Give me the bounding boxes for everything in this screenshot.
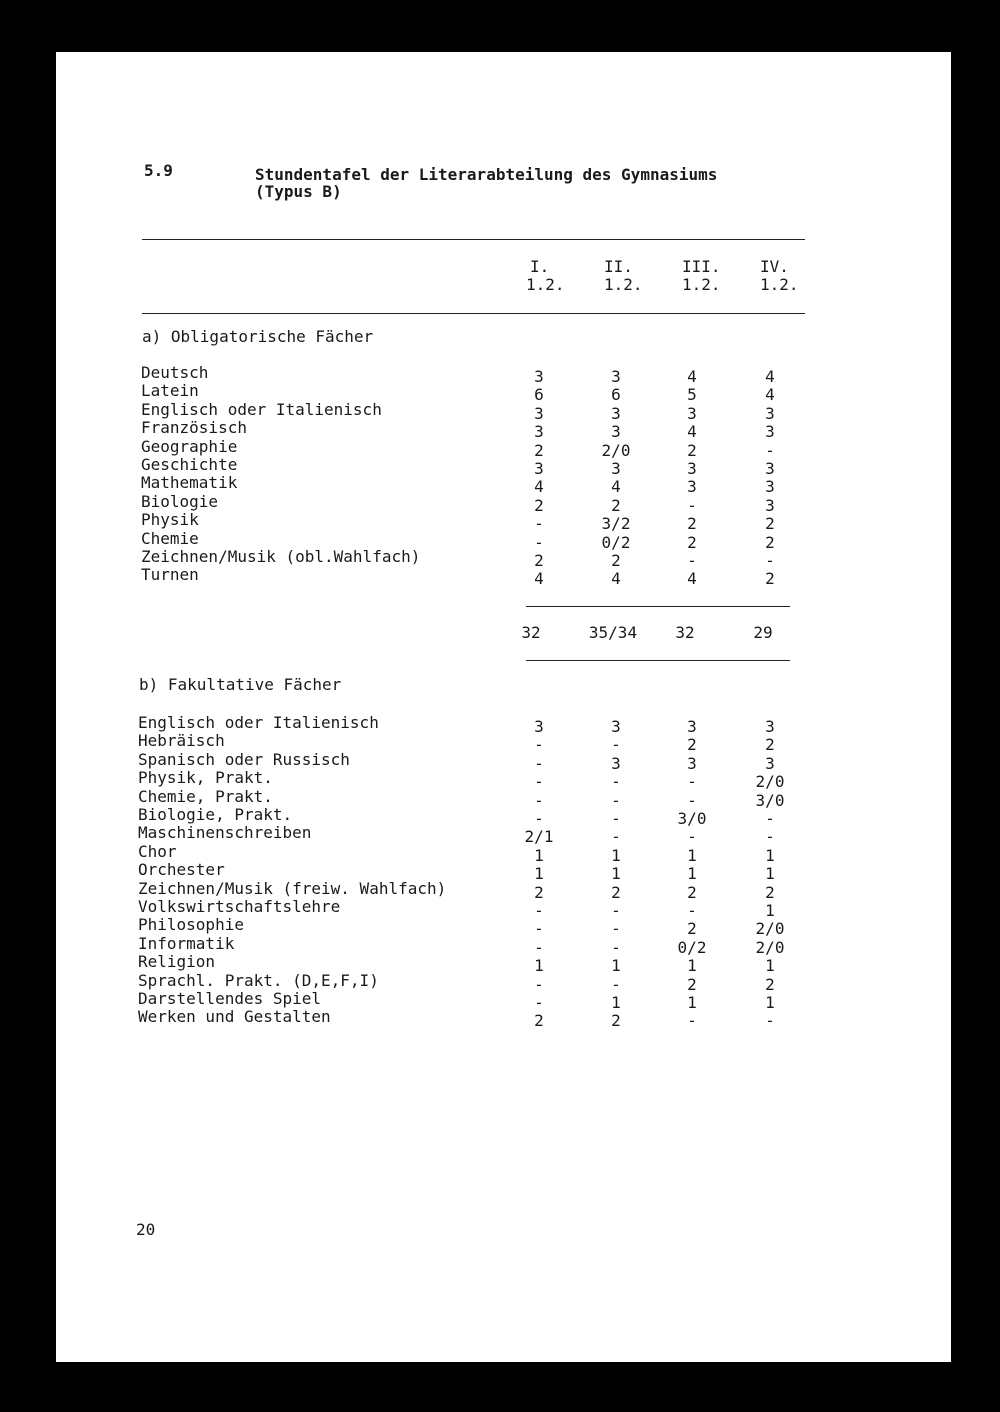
page-number: 20 (136, 1220, 156, 1239)
section-b-value-col3: 2 (687, 974, 697, 994)
section-b-subject: Zeichnen/Musik (freiw. Wahlfach) (138, 878, 447, 898)
section-a-value-col2: 3 (611, 403, 621, 423)
section-a-value-col1: 3 (534, 367, 544, 386)
section-b-subject: Maschinenschreiben (138, 823, 312, 843)
section-b-value-col4: 2/0 (755, 772, 785, 792)
section-b-subject: Religion (138, 952, 216, 972)
section-a-value-col4: - (765, 440, 775, 460)
section-a-value-col4: 3 (765, 403, 775, 423)
section-a-value-col4: 2 (765, 569, 775, 589)
section-b-value-col2: - (611, 735, 621, 755)
section-a-value-col1: 4 (534, 477, 544, 497)
section-a-value-col4: 3 (765, 422, 775, 442)
section-a-value-col3: 4 (687, 367, 697, 386)
totals-rule-top (526, 606, 790, 607)
section-b-value-col1: 2 (534, 1011, 544, 1031)
section-b-value-col4: 1 (765, 901, 775, 920)
section-a-value-col1: 4 (534, 569, 544, 589)
total-col1: 32 (521, 623, 541, 642)
column-header-3-line2: 1.2. (682, 275, 721, 294)
section-b-subject: Sprachl. Prakt. (D,E,F,I) (138, 970, 379, 990)
section-b-subject: Werken und Gestalten (138, 1007, 331, 1027)
section-a-value-col1: 2 (534, 440, 544, 460)
section-b-value-col1: - (534, 901, 544, 920)
section-a-value-col4: 4 (765, 385, 775, 405)
section-a-value-col2: 2 (611, 551, 621, 570)
section-b-value-col4: 1 (765, 864, 775, 884)
section-a-subject: Französisch (141, 418, 247, 438)
section-b-value-col3: 1 (687, 993, 697, 1012)
column-header-2-line1: II. (604, 257, 633, 276)
section-b-value-col2: - (611, 809, 621, 828)
section-b-value-col1: - (534, 919, 544, 939)
section-b-subject: Volkswirtschaftslehre (138, 897, 341, 916)
section-a-subject: Englisch oder Italienisch (141, 399, 382, 419)
section-b-value-col1: - (534, 937, 544, 957)
column-header-2-line2: 1.2. (604, 275, 643, 294)
section-a-value-col3: - (687, 495, 697, 515)
section-b-subject: Hebräisch (138, 731, 225, 751)
section-a-value-col4: 2 (765, 532, 775, 552)
section-b-value-col2: - (611, 772, 621, 792)
section-a-subject: Deutsch (141, 363, 209, 382)
section-a-value-col1: 3 (534, 422, 544, 442)
section-b-value-col1: - (534, 974, 544, 994)
section-b-value-col1: 3 (534, 717, 544, 736)
section-b-value-col2: - (611, 901, 621, 920)
section-b-value-col2: 1 (611, 993, 621, 1012)
section-a-subject: Chemie (141, 528, 199, 548)
section-b-heading: b) Fakultative Fächer (139, 675, 342, 694)
section-b-value-col2: - (611, 919, 621, 939)
section-b-value-col2: - (611, 827, 621, 847)
total-col2: 35/34 (588, 623, 638, 642)
section-b-value-col3: - (687, 1011, 697, 1031)
section-a-value-col3: 4 (687, 569, 697, 589)
section-b-value-col3: 2 (687, 882, 697, 902)
section-a-value-col2: 3 (611, 367, 621, 386)
total-col4: 29 (753, 623, 773, 642)
section-b-value-col2: 1 (611, 864, 621, 884)
column-header-4-line2: 1.2. (760, 275, 799, 294)
section-number: 5.9 (144, 161, 173, 180)
section-a-value-col3: 2 (687, 440, 697, 460)
section-b-value-col4: - (765, 1011, 775, 1031)
section-b-value-col4: 2 (765, 882, 775, 902)
section-b-value-col1: 1 (534, 845, 544, 865)
section-b-value-col3: 1 (687, 956, 697, 976)
section-b-value-col1: - (534, 772, 544, 792)
section-b-value-col4: - (765, 809, 775, 828)
section-b-value-col1: - (534, 753, 544, 773)
section-a-subject: Physik (141, 510, 199, 530)
section-a-value-col3: 3 (687, 459, 697, 478)
section-b-value-col1: 2/1 (524, 827, 554, 847)
section-b-value-col1: - (534, 809, 544, 828)
section-b-value-col4: 3 (765, 753, 775, 773)
section-a-value-col2: 3 (611, 422, 621, 442)
section-a-value-col3: - (687, 551, 697, 570)
section-a-value-col1: 2 (534, 551, 544, 570)
section-a-value-col3: 3 (687, 477, 697, 497)
section-a-value-col3: 4 (687, 422, 697, 442)
header-rule (142, 313, 805, 314)
section-a-subject: Biologie (141, 491, 219, 511)
section-a-value-col4: 3 (765, 495, 775, 515)
section-b-value-col4: 1 (765, 956, 775, 976)
section-b-value-col4: 2 (765, 974, 775, 994)
page (56, 52, 951, 1362)
section-a-value-col4: - (765, 551, 775, 570)
section-a-subject: Zeichnen/Musik (obl.Wahlfach) (141, 547, 421, 566)
section-b-subject: Spanisch oder Russisch (138, 749, 350, 769)
section-b-subject: Orchester (138, 860, 225, 880)
section-b-value-col3: 2 (687, 735, 697, 755)
section-b-value-col3: 3/0 (677, 809, 707, 828)
section-b-value-col2: 3 (611, 753, 621, 773)
column-header-1-line2: 1.2. (526, 275, 565, 294)
section-b-value-col2: - (611, 790, 621, 810)
section-a-value-col2: 6 (611, 385, 621, 405)
section-a-value-col2: 3/2 (601, 514, 631, 534)
section-a-subject: Geographie (141, 436, 238, 456)
section-a-value-col1: 6 (534, 385, 544, 405)
section-b-value-col2: 2 (611, 882, 621, 902)
section-b-value-col1: - (534, 735, 544, 755)
section-b-value-col1: 2 (534, 882, 544, 902)
section-b-subject: Biologie, Prakt. (138, 805, 293, 824)
totals-rule-bottom (526, 660, 790, 661)
section-b-value-col4: 2/0 (755, 937, 785, 957)
section-b-value-col4: 1 (765, 993, 775, 1012)
section-a-value-col1: 2 (534, 495, 544, 515)
top-rule (142, 239, 805, 240)
section-a-value-col1: - (534, 532, 544, 552)
section-b-value-col2: 3 (611, 717, 621, 736)
section-b-value-col3: - (687, 790, 697, 810)
section-a-value-col2: 4 (611, 477, 621, 497)
section-a-value-col4: 3 (765, 477, 775, 497)
section-b-subject: Darstellendes Spiel (138, 989, 322, 1008)
section-b-value-col1: - (534, 790, 544, 810)
section-a-heading: a) Obligatorische Fächer (142, 327, 374, 346)
section-b-value-col4: - (765, 827, 775, 847)
section-a-subject: Latein (141, 381, 199, 401)
section-b-value-col3: - (687, 772, 697, 792)
section-b-value-col2: 2 (611, 1011, 621, 1031)
column-header-3-line1: III. (682, 257, 721, 276)
section-b-value-col2: - (611, 937, 621, 957)
section-b-value-col3: - (687, 827, 697, 847)
section-b-subject: Physik, Prakt. (138, 768, 273, 788)
title-line-2: (Typus B) (255, 182, 342, 201)
section-b-value-col1: - (534, 993, 544, 1012)
section-a-value-col4: 3 (765, 459, 775, 478)
column-header-1-line1: I. (530, 257, 550, 276)
section-b-value-col4: 2 (765, 735, 775, 755)
section-b-subject: Informatik (138, 933, 235, 953)
section-b-value-col3: 3 (687, 753, 697, 773)
title-line-1: Stundentafel der Literarabteilung des Gymnasiums (255, 165, 718, 184)
section-b-value-col3: 1 (687, 864, 697, 884)
total-col3: 32 (675, 623, 695, 642)
section-b-value-col1: 1 (534, 956, 544, 976)
section-a-value-col3: 3 (687, 403, 697, 423)
section-a-value-col2: 2 (611, 495, 621, 515)
section-a-subject: Geschichte (141, 455, 238, 474)
section-b-value-col3: 2 (687, 919, 697, 939)
column-header-4-line1: IV. (760, 257, 789, 276)
section-a-value-col2: 3 (611, 459, 621, 478)
section-b-value-col1: 1 (534, 864, 544, 884)
section-b-value-col2: 1 (611, 845, 621, 865)
section-b-subject: Chemie, Prakt. (138, 786, 273, 806)
section-b-value-col3: 0/2 (677, 937, 707, 957)
section-a-value-col3: 2 (687, 514, 697, 534)
section-b-value-col4: 2/0 (755, 919, 785, 939)
section-b-value-col3: 1 (687, 845, 697, 865)
section-b-subject: Chor (138, 841, 177, 861)
section-b-value-col3: - (687, 901, 697, 920)
section-b-value-col2: - (611, 974, 621, 994)
section-b-subject: Englisch oder Italienisch (138, 713, 379, 732)
section-a-value-col1: - (534, 514, 544, 534)
section-a-value-col1: 3 (534, 459, 544, 478)
section-b-value-col3: 3 (687, 717, 697, 736)
section-a-value-col2: 4 (611, 569, 621, 589)
section-a-value-col4: 4 (765, 367, 775, 386)
section-b-subject: Philosophie (138, 915, 244, 935)
section-a-value-col2: 0/2 (601, 532, 631, 552)
section-a-value-col3: 2 (687, 532, 697, 552)
section-b-value-col4: 3/0 (755, 790, 785, 810)
section-a-subject: Turnen (141, 565, 199, 585)
section-a-subject: Mathematik (141, 473, 238, 493)
section-b-value-col2: 1 (611, 956, 621, 976)
section-a-value-col2: 2/0 (601, 440, 631, 460)
section-a-value-col3: 5 (687, 385, 697, 405)
section-b-value-col4: 1 (765, 845, 775, 865)
section-b-value-col4: 3 (765, 717, 775, 736)
section-a-value-col1: 3 (534, 403, 544, 423)
section-a-value-col4: 2 (765, 514, 775, 534)
